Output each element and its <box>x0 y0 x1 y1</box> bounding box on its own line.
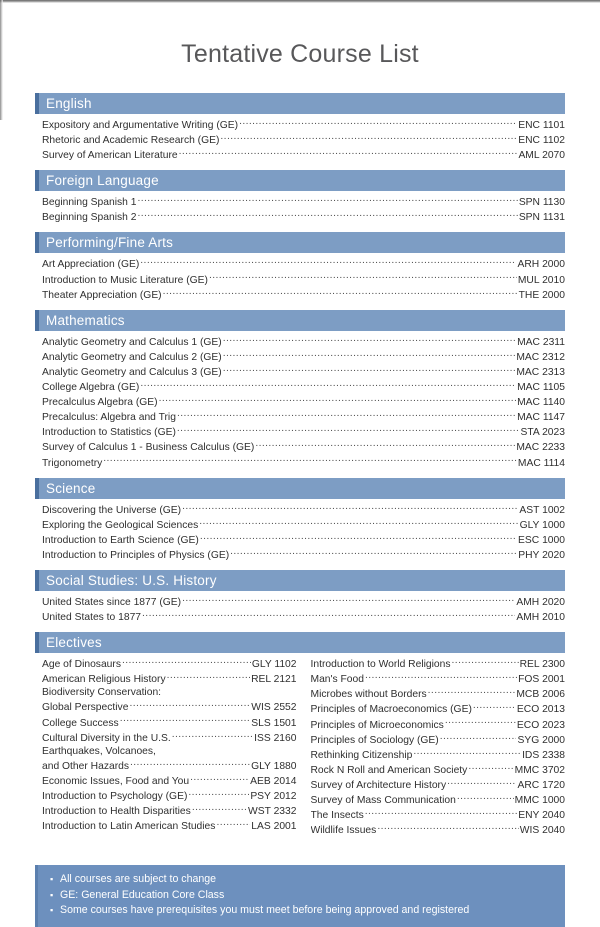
course-row <box>42 439 565 454</box>
course-name: Analytic Geometry and Calculus 1 (GE) <box>42 336 222 348</box>
course-code: ESC 1000 <box>518 534 565 546</box>
course-name: Survey of Mass Communication <box>310 795 456 806</box>
course-code: ARH 2000 <box>517 259 565 271</box>
course-row <box>42 117 565 132</box>
section <box>35 570 565 632</box>
course-code: AMH 2020 <box>516 596 565 608</box>
course-row <box>42 730 297 745</box>
course-row <box>42 758 297 773</box>
course-code: ENC 1102 <box>518 135 565 147</box>
dot-leader <box>190 773 249 784</box>
course-row <box>42 788 297 803</box>
course-name: Survey of Architecture History <box>310 779 447 791</box>
notes-box <box>35 865 565 926</box>
dot-leader <box>223 334 516 345</box>
course-name: Rock N Roll and American Society <box>310 764 468 776</box>
course-name: United States since 1877 (GE) <box>42 596 182 608</box>
course-row <box>42 532 565 547</box>
course-code: SYG 2000 <box>517 734 565 746</box>
course-name: College Algebra (GE) <box>42 382 140 394</box>
course-name: Rethinking Citizenship <box>310 749 413 761</box>
dot-leader <box>159 394 517 405</box>
dot-leader <box>216 818 250 829</box>
dot-leader <box>163 287 518 298</box>
course-row <box>42 773 297 788</box>
section <box>35 93 565 170</box>
dot-leader <box>140 256 516 267</box>
course-name: Beginning Spanish 2 <box>42 212 137 224</box>
course-name: Cultural Diversity in the U.S. <box>42 732 171 744</box>
course-row <box>311 822 566 837</box>
course-code: MAC 2233 <box>516 442 565 454</box>
section <box>35 170 565 232</box>
sections-container <box>0 93 600 632</box>
section-header-social-studies-u-s-history: Social Studies: U.S. History <box>35 570 565 591</box>
dot-leader <box>447 777 516 788</box>
electives-columns <box>35 653 565 843</box>
course-row <box>42 455 565 470</box>
course-name: Age of Dinosaurs <box>42 659 121 671</box>
dot-leader <box>220 132 517 143</box>
course-row <box>42 745 297 758</box>
course-code: AEB 2014 <box>250 775 297 787</box>
course-row <box>42 715 297 730</box>
course-row <box>311 747 566 762</box>
section-header-science: Science <box>35 478 565 499</box>
course-row <box>42 409 565 424</box>
course-row <box>42 256 565 271</box>
course-row <box>311 671 566 686</box>
section-body <box>35 114 565 170</box>
course-row <box>42 818 297 833</box>
course-code: MAC 1105 <box>517 382 565 394</box>
course-name: Precalculus: Algebra and Trig <box>42 412 176 424</box>
section-body <box>35 191 565 232</box>
section <box>35 478 565 570</box>
dot-leader <box>179 147 518 158</box>
dot-leader <box>413 747 521 758</box>
dot-leader <box>122 656 251 667</box>
dot-leader <box>239 117 517 128</box>
course-row <box>311 762 566 777</box>
page-title: Tentative Course List <box>181 40 419 68</box>
course-row <box>311 656 566 671</box>
course-code: GLY 1102 <box>251 659 297 671</box>
dot-leader <box>172 730 253 741</box>
course-row <box>42 209 565 224</box>
course-name: Global Perspective <box>42 702 129 714</box>
section-header-mathematics: Mathematics <box>35 310 565 331</box>
course-name: Precalculus Algebra (GE) <box>42 397 158 409</box>
course-name: Discovering the Universe (GE) <box>42 504 182 516</box>
course-name: Introduction to Latin American Studies <box>42 821 216 833</box>
dot-leader <box>130 758 250 769</box>
note-text: Some courses have prerequisites you must meet before being approved and registered <box>60 904 470 917</box>
bullet-icon: ▪ <box>50 874 54 885</box>
note-text: All courses are subject to change <box>60 873 217 886</box>
dot-leader <box>192 803 247 814</box>
dot-leader <box>177 424 520 435</box>
course-name: Introduction to Principles of Physics (GE) <box>42 549 230 561</box>
course-name: Introduction to Health Disparities <box>42 806 191 818</box>
course-row <box>42 671 297 686</box>
course-row <box>42 334 565 349</box>
course-code: MAC 1147 <box>517 412 565 424</box>
dot-leader <box>137 209 517 220</box>
course-code: ECO 2013 <box>516 704 565 716</box>
course-row <box>42 287 565 302</box>
dot-leader <box>473 701 516 712</box>
electives-left-column <box>42 656 297 837</box>
electives-container <box>0 632 600 843</box>
course-code: SPN 1130 <box>518 197 565 209</box>
course-row <box>42 609 565 624</box>
electives-right-column <box>311 656 566 837</box>
course-row <box>42 502 565 517</box>
section-header-performing-fine-arts: Performing/Fine Arts <box>35 232 565 253</box>
course-row <box>42 272 565 287</box>
course-name: Introduction to Earth Science (GE) <box>42 534 199 546</box>
dot-leader <box>230 547 517 558</box>
course-code: LAS 2001 <box>251 821 297 833</box>
course-row <box>42 594 565 609</box>
dot-leader <box>182 502 518 513</box>
course-code: ENC 1101 <box>518 120 565 131</box>
dot-leader <box>452 656 519 667</box>
note-line <box>50 903 553 918</box>
course-name: Principles of Macroeconomics (GE) <box>310 704 472 716</box>
course-name: American Religious History <box>42 674 166 686</box>
bullet-icon: ▪ <box>50 889 54 900</box>
course-name: Theater Appreciation (GE) <box>42 289 162 301</box>
section-body <box>35 591 565 632</box>
course-row <box>42 379 565 394</box>
course-code: MAC 2312 <box>516 351 565 363</box>
course-code: PHY 2020 <box>518 549 565 561</box>
course-code: ENY 2040 <box>518 810 565 822</box>
course-row <box>42 686 297 699</box>
course-code: IDS 2338 <box>522 749 565 761</box>
dot-leader <box>120 715 251 726</box>
dot-leader <box>142 609 515 620</box>
course-row <box>311 717 566 732</box>
course-row <box>311 792 566 807</box>
dot-leader <box>137 194 517 205</box>
course-name: College Success <box>42 717 119 729</box>
course-name: Microbes without Borders <box>310 689 427 701</box>
section <box>35 310 565 478</box>
dot-leader <box>167 671 250 682</box>
course-row <box>42 394 565 409</box>
course-row <box>42 517 565 532</box>
course-code: AML 2070 <box>518 150 565 162</box>
section-body <box>35 253 565 309</box>
course-name: Rhetoric and Academic Research (GE) <box>42 135 220 147</box>
dot-leader <box>182 594 515 605</box>
course-name: and Other Hazards <box>42 760 129 772</box>
course-row <box>42 547 565 562</box>
course-code: WIS 2552 <box>251 702 297 714</box>
dot-leader <box>365 671 517 682</box>
dot-leader <box>457 792 514 803</box>
course-code: REL 2300 <box>519 659 565 671</box>
course-row <box>42 194 565 209</box>
dot-leader <box>209 272 517 283</box>
course-code: MAC 2311 <box>517 336 565 348</box>
course-name: Earthquakes, Volcanoes, <box>42 745 156 757</box>
course-code: MCB 2006 <box>516 689 565 701</box>
course-code: PSY 2012 <box>250 791 297 802</box>
course-code: THE 2000 <box>518 289 565 301</box>
course-code: STA 2023 <box>520 427 565 439</box>
course-name: Art Appreciation (GE) <box>42 259 140 271</box>
note-text: GE: General Education Core Class <box>60 888 225 901</box>
course-name: Survey of American Literature <box>42 150 178 162</box>
course-row <box>42 364 565 379</box>
course-row <box>42 803 297 818</box>
course-name: Introduction to Psychology (GE) <box>42 791 188 802</box>
dot-leader <box>103 455 517 466</box>
dot-leader <box>223 349 516 360</box>
course-row <box>42 147 565 162</box>
bullet-icon: ▪ <box>50 905 54 916</box>
course-name: Biodiversity Conservation: <box>42 687 162 699</box>
course-name: Principles of Microeconomics <box>310 719 444 731</box>
section <box>35 232 565 309</box>
course-code: FOS 2001 <box>518 674 565 686</box>
course-code: WIS 2040 <box>519 825 565 837</box>
section-header-electives: Electives <box>35 632 565 653</box>
course-row <box>311 686 566 701</box>
course-name: Beginning Spanish 1 <box>42 197 137 209</box>
course-name: Principles of Sociology (GE) <box>310 734 439 746</box>
course-code: MAC 2313 <box>516 366 565 378</box>
dot-leader <box>223 364 516 375</box>
course-code: MAC 1114 <box>517 457 565 469</box>
course-code: AST 1002 <box>519 504 565 516</box>
section-body <box>35 499 565 570</box>
course-name: Economic Issues, Food and You <box>42 775 190 787</box>
course-name: Analytic Geometry and Calculus 2 (GE) <box>42 351 222 363</box>
course-code: SPN 1131 <box>518 212 565 224</box>
note-line <box>50 888 553 903</box>
course-code: ARC 1720 <box>517 779 565 791</box>
dot-leader <box>200 532 517 543</box>
dot-leader <box>177 409 516 420</box>
course-name: Introduction to Music Literature (GE) <box>42 274 208 286</box>
dot-leader <box>140 379 516 390</box>
course-row <box>311 777 566 792</box>
dot-leader <box>428 686 516 697</box>
dot-leader <box>445 717 516 728</box>
course-code: MUL 2010 <box>517 274 565 286</box>
dot-leader <box>468 762 513 773</box>
course-code: MAC 1140 <box>517 397 565 409</box>
course-name: Survey of Calculus 1 - Business Calculus (GE) <box>42 442 255 454</box>
course-code: GLY 1880 <box>251 760 297 772</box>
dot-leader <box>188 788 249 799</box>
section-electives <box>35 632 565 843</box>
course-code: REL 2121 <box>251 674 297 686</box>
note-line <box>50 872 553 887</box>
course-code: WST 2332 <box>248 806 297 818</box>
course-row <box>311 807 566 822</box>
course-name: The Insects <box>310 810 364 822</box>
course-row <box>311 732 566 747</box>
section-body <box>35 331 565 478</box>
dot-leader <box>255 439 515 450</box>
section-header-english: English <box>35 93 565 114</box>
dot-leader <box>440 732 517 743</box>
course-row <box>42 132 565 147</box>
course-name: Exploring the Geological Sciences <box>42 519 199 531</box>
dot-leader <box>365 807 518 818</box>
course-code: MMC 1000 <box>514 795 565 806</box>
dot-leader <box>129 699 250 710</box>
dot-leader <box>377 822 518 833</box>
course-code: SLS 1501 <box>251 717 297 729</box>
course-row <box>311 701 566 716</box>
course-name: United States to 1877 <box>42 612 142 624</box>
course-name: Analytic Geometry and Calculus 3 (GE) <box>42 366 222 378</box>
course-name: Introduction to Statistics (GE) <box>42 427 176 439</box>
course-name: Man's Food <box>310 674 364 686</box>
dot-leader <box>199 517 518 528</box>
course-name: Trigonometry <box>42 457 103 469</box>
course-code: ISS 2160 <box>254 732 297 744</box>
section-header-foreign-language: Foreign Language <box>35 170 565 191</box>
course-code: AMH 2010 <box>516 612 565 624</box>
course-name: Expository and Argumentative Writing (GE) <box>42 120 239 131</box>
course-row <box>42 424 565 439</box>
course-name: Wildlife Issues <box>310 825 377 837</box>
course-code: GLY 1000 <box>519 519 565 531</box>
course-name: Introduction to World Religions <box>310 659 451 671</box>
course-row <box>42 699 297 714</box>
course-row <box>42 656 297 671</box>
course-row <box>42 349 565 364</box>
course-code: MMC 3702 <box>514 764 565 776</box>
course-code: ECO 2023 <box>516 719 565 731</box>
